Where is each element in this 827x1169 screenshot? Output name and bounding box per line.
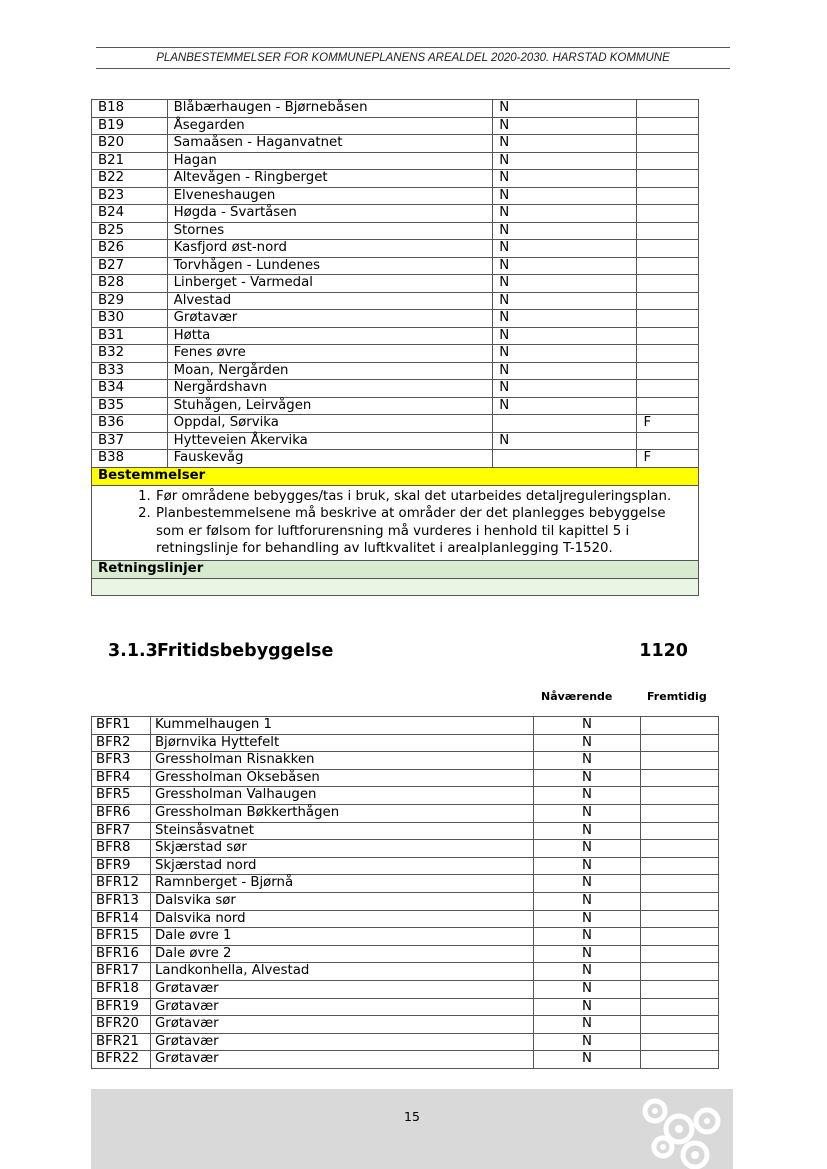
area-code: BFR1 <box>92 717 151 735</box>
area-code: B38 <box>92 450 168 468</box>
fremtidig-cell <box>637 222 699 240</box>
gears-logo-icon <box>633 1089 733 1169</box>
table-row <box>92 857 719 875</box>
section-heading <box>108 641 688 663</box>
fremtidig-cell <box>637 292 699 310</box>
table-row <box>92 117 699 135</box>
area-name: Oppdal, Sørvika <box>167 415 493 433</box>
area-name: Dalsvika sør <box>150 892 533 910</box>
residential-areas-rows <box>92 100 699 468</box>
table-row <box>92 1033 719 1051</box>
navaerende-cell: N <box>493 257 637 275</box>
area-name: Landkonhella, Alvestad <box>150 963 533 981</box>
area-code: BFR19 <box>92 998 151 1016</box>
table-row <box>92 222 699 240</box>
area-code: BFR13 <box>92 892 151 910</box>
table-row <box>92 892 719 910</box>
area-name: Kummelhaugen 1 <box>150 717 533 735</box>
navaerende-cell: N <box>534 752 640 770</box>
fremtidig-cell <box>640 875 718 893</box>
area-code: B32 <box>92 345 168 363</box>
area-code: B26 <box>92 240 168 258</box>
fremtidig-cell <box>637 327 699 345</box>
navaerende-cell: N <box>493 362 637 380</box>
column-header-fremtidig: Fremtidig <box>647 690 707 703</box>
area-name: Fauskevåg <box>167 450 493 468</box>
navaerende-cell: N <box>534 945 640 963</box>
fremtidig-cell <box>637 362 699 380</box>
navaerende-cell: N <box>493 397 637 415</box>
navaerende-cell: N <box>534 1016 640 1034</box>
area-name: Linberget - Varmedal <box>167 275 493 293</box>
area-code: B30 <box>92 310 168 328</box>
area-name: Dale øvre 1 <box>150 928 533 946</box>
area-code: B23 <box>92 187 168 205</box>
navaerende-cell: N <box>493 117 637 135</box>
table-row <box>92 257 699 275</box>
navaerende-cell: N <box>493 152 637 170</box>
area-name: Grøtavær <box>167 310 493 328</box>
navaerende-cell: N <box>493 310 637 328</box>
area-name: Grøtavær <box>150 980 533 998</box>
navaerende-cell: N <box>493 135 637 153</box>
retningslinjer-content-row <box>92 578 699 595</box>
bestemmelse-item: 2. Planbestemmelsene må beskrive at områder der det planlegges bebyggelse som er følsom for luftforurensning må vurderes i henhold til kapittel 5 i retningslinje for behandling av luftkvalitet i arealplanlegging T-1520. <box>155 505 692 558</box>
bestemmelser-content <box>92 485 699 560</box>
fremtidig-cell <box>637 117 699 135</box>
navaerende-cell: N <box>534 963 640 981</box>
table-row <box>92 397 699 415</box>
navaerende-cell: N <box>534 717 640 735</box>
area-name: Nergårdshavn <box>167 380 493 398</box>
area-name: Dalsvika nord <box>150 910 533 928</box>
page-header <box>96 47 730 69</box>
fremtidig-cell <box>640 910 718 928</box>
table-row <box>92 310 699 328</box>
fremtidig-cell <box>640 1051 718 1069</box>
table-row <box>92 205 699 223</box>
fremtidig-cell <box>637 310 699 328</box>
area-code: B21 <box>92 152 168 170</box>
area-code: BFR12 <box>92 875 151 893</box>
navaerende-cell: N <box>493 432 637 450</box>
table-row <box>92 752 719 770</box>
bestemmelser-heading: Bestemmelser <box>92 467 699 485</box>
area-name: Hagan <box>167 152 493 170</box>
area-code: BFR20 <box>92 1016 151 1034</box>
area-name: Stuhågen, Leirvågen <box>167 397 493 415</box>
area-name: Hytteveien Åkervika <box>167 432 493 450</box>
area-code: BFR16 <box>92 945 151 963</box>
fremtidig-cell: F <box>637 415 699 433</box>
table-row <box>92 432 699 450</box>
navaerende-cell: N <box>493 170 637 188</box>
fremtidig-cell <box>640 804 718 822</box>
section-code: 1120 <box>639 641 688 661</box>
page-footer <box>91 1089 733 1169</box>
fremtidig-cell <box>637 275 699 293</box>
fremtidig-cell <box>637 397 699 415</box>
leisure-areas-table <box>91 716 719 1069</box>
navaerende-cell: N <box>534 1051 640 1069</box>
table-row <box>92 963 719 981</box>
area-code: BFR14 <box>92 910 151 928</box>
area-code: BFR18 <box>92 980 151 998</box>
fremtidig-cell <box>640 787 718 805</box>
fremtidig-cell <box>640 840 718 858</box>
fremtidig-cell <box>640 752 718 770</box>
area-code: BFR17 <box>92 963 151 981</box>
area-name: Dale øvre 2 <box>150 945 533 963</box>
navaerende-cell: N <box>534 787 640 805</box>
fremtidig-cell <box>640 769 718 787</box>
navaerende-cell: N <box>493 275 637 293</box>
table-row <box>92 362 699 380</box>
table-row <box>92 1016 719 1034</box>
area-code: B27 <box>92 257 168 275</box>
column-header-navaerende: Nåværende <box>541 690 613 703</box>
area-name: Skjærstad sør <box>150 840 533 858</box>
area-name: Altevågen - Ringberget <box>167 170 493 188</box>
fremtidig-cell <box>640 1033 718 1051</box>
area-name: Gressholman Risnakken <box>150 752 533 770</box>
fremtidig-cell <box>637 345 699 363</box>
fremtidig-cell <box>637 257 699 275</box>
navaerende-cell: N <box>534 822 640 840</box>
fremtidig-cell <box>640 857 718 875</box>
retningslinjer-content <box>92 578 699 595</box>
table-row <box>92 415 699 433</box>
section-title: Fritidsbebyggelse <box>157 641 334 661</box>
fremtidig-cell <box>637 152 699 170</box>
fremtidig-cell <box>637 170 699 188</box>
navaerende-cell: N <box>534 980 640 998</box>
area-name: Elveneshaugen <box>167 187 493 205</box>
navaerende-cell: N <box>493 187 637 205</box>
navaerende-cell: N <box>493 345 637 363</box>
table-row <box>92 928 719 946</box>
area-code: B20 <box>92 135 168 153</box>
section-number: 3.1.3 <box>108 641 158 661</box>
navaerende-cell: N <box>493 205 637 223</box>
table-row <box>92 345 699 363</box>
page-number: 15 <box>404 1109 420 1124</box>
leisure-areas-rows <box>92 717 719 1069</box>
navaerende-cell <box>493 450 637 468</box>
fremtidig-cell <box>637 432 699 450</box>
area-name: Samaåsen - Haganvatnet <box>167 135 493 153</box>
table-row <box>92 734 719 752</box>
fremtidig-cell <box>640 998 718 1016</box>
navaerende-cell: N <box>493 240 637 258</box>
navaerende-cell: N <box>534 928 640 946</box>
area-name: Fenes øvre <box>167 345 493 363</box>
fremtidig-cell: F <box>637 450 699 468</box>
table-row <box>92 717 719 735</box>
fremtidig-cell <box>640 892 718 910</box>
table-row <box>92 100 699 118</box>
navaerende-cell: N <box>534 840 640 858</box>
navaerende-cell: N <box>534 804 640 822</box>
area-name: Kasfjord øst-nord <box>167 240 493 258</box>
area-name: Gressholman Bøkkerthågen <box>150 804 533 822</box>
area-name: Torvhågen - Lundenes <box>167 257 493 275</box>
fremtidig-cell <box>637 240 699 258</box>
area-name: Steinsåsvatnet <box>150 822 533 840</box>
navaerende-cell: N <box>493 380 637 398</box>
fremtidig-cell <box>637 205 699 223</box>
area-code: BFR5 <box>92 787 151 805</box>
area-code: B18 <box>92 100 168 118</box>
area-code: BFR4 <box>92 769 151 787</box>
table-row <box>92 822 719 840</box>
area-code: B28 <box>92 275 168 293</box>
table-row <box>92 152 699 170</box>
area-name: Skjærstad nord <box>150 857 533 875</box>
table-row <box>92 240 699 258</box>
table-row <box>92 769 719 787</box>
area-name: Stornes <box>167 222 493 240</box>
area-name: Grøtavær <box>150 1051 533 1069</box>
area-name: Alvestad <box>167 292 493 310</box>
table-row <box>92 945 719 963</box>
fremtidig-cell <box>637 100 699 118</box>
fremtidig-cell <box>640 822 718 840</box>
fremtidig-cell <box>640 1016 718 1034</box>
area-name: Gressholman Valhaugen <box>150 787 533 805</box>
area-code: B33 <box>92 362 168 380</box>
navaerende-cell: N <box>534 734 640 752</box>
fremtidig-cell <box>640 945 718 963</box>
bestemmelser-header-row <box>92 467 699 485</box>
area-code: BFR9 <box>92 857 151 875</box>
area-name: Bjørnvika Hyttefelt <box>150 734 533 752</box>
area-name: Grøtavær <box>150 1016 533 1034</box>
area-code: B31 <box>92 327 168 345</box>
area-code: BFR15 <box>92 928 151 946</box>
table-row <box>92 135 699 153</box>
retningslinjer-heading: Retningslinjer <box>92 560 699 578</box>
area-name: Ramnberget - Bjørnå <box>150 875 533 893</box>
area-code: B34 <box>92 380 168 398</box>
fremtidig-cell <box>637 380 699 398</box>
table-row <box>92 292 699 310</box>
area-code: B36 <box>92 415 168 433</box>
navaerende-cell: N <box>493 100 637 118</box>
table-row <box>92 910 719 928</box>
area-name: Høgda - Svartåsen <box>167 205 493 223</box>
area-name: Høtta <box>167 327 493 345</box>
area-code: BFR6 <box>92 804 151 822</box>
fremtidig-cell <box>640 980 718 998</box>
table-row <box>92 787 719 805</box>
area-name: Moan, Nergården <box>167 362 493 380</box>
area-name: Gressholman Oksebåsen <box>150 769 533 787</box>
area-code: BFR8 <box>92 840 151 858</box>
header-title: PLANBESTEMMELSER FOR KOMMUNEPLANENS AREALDEL 2020-2030. HARSTAD KOMMUNE <box>156 52 670 64</box>
table-row <box>92 980 719 998</box>
area-code: BFR7 <box>92 822 151 840</box>
residential-areas-table <box>91 99 699 596</box>
area-code: B25 <box>92 222 168 240</box>
navaerende-cell: N <box>493 222 637 240</box>
table-row <box>92 998 719 1016</box>
area-name: Grøtavær <box>150 998 533 1016</box>
area-name: Åsegarden <box>167 117 493 135</box>
table-row <box>92 450 699 468</box>
area-code: B24 <box>92 205 168 223</box>
table-row <box>92 840 719 858</box>
navaerende-cell: N <box>534 910 640 928</box>
table-row <box>92 275 699 293</box>
bestemmelser-content-row <box>92 485 699 560</box>
fremtidig-cell <box>640 963 718 981</box>
navaerende-cell: N <box>493 292 637 310</box>
area-code: B35 <box>92 397 168 415</box>
table-row <box>92 170 699 188</box>
retningslinjer-header-row <box>92 560 699 578</box>
fremtidig-cell <box>637 135 699 153</box>
navaerende-cell: N <box>534 1033 640 1051</box>
bestemmelse-item: 1. Før områdene bebygges/tas i bruk, skal det utarbeides detaljreguleringsplan. <box>155 488 692 506</box>
area-code: B19 <box>92 117 168 135</box>
area-name: Blåbærhaugen - Bjørnebåsen <box>167 100 493 118</box>
navaerende-cell <box>493 415 637 433</box>
fremtidig-cell <box>640 734 718 752</box>
table-row <box>92 187 699 205</box>
table-row <box>92 380 699 398</box>
area-code: BFR21 <box>92 1033 151 1051</box>
navaerende-cell: N <box>534 857 640 875</box>
area-code: B29 <box>92 292 168 310</box>
fremtidig-cell <box>640 928 718 946</box>
bestemmelser-list <box>98 488 692 558</box>
table-row <box>92 1051 719 1069</box>
navaerende-cell: N <box>534 875 640 893</box>
navaerende-cell: N <box>534 892 640 910</box>
area-code: BFR2 <box>92 734 151 752</box>
area-code: BFR22 <box>92 1051 151 1069</box>
area-name: Grøtavær <box>150 1033 533 1051</box>
table-row <box>92 327 699 345</box>
navaerende-cell: N <box>534 998 640 1016</box>
table-row <box>92 804 719 822</box>
area-code: B22 <box>92 170 168 188</box>
fremtidig-cell <box>640 717 718 735</box>
navaerende-cell: N <box>493 327 637 345</box>
area-code: B37 <box>92 432 168 450</box>
navaerende-cell: N <box>534 769 640 787</box>
fremtidig-cell <box>637 187 699 205</box>
area-code: BFR3 <box>92 752 151 770</box>
table-row <box>92 875 719 893</box>
